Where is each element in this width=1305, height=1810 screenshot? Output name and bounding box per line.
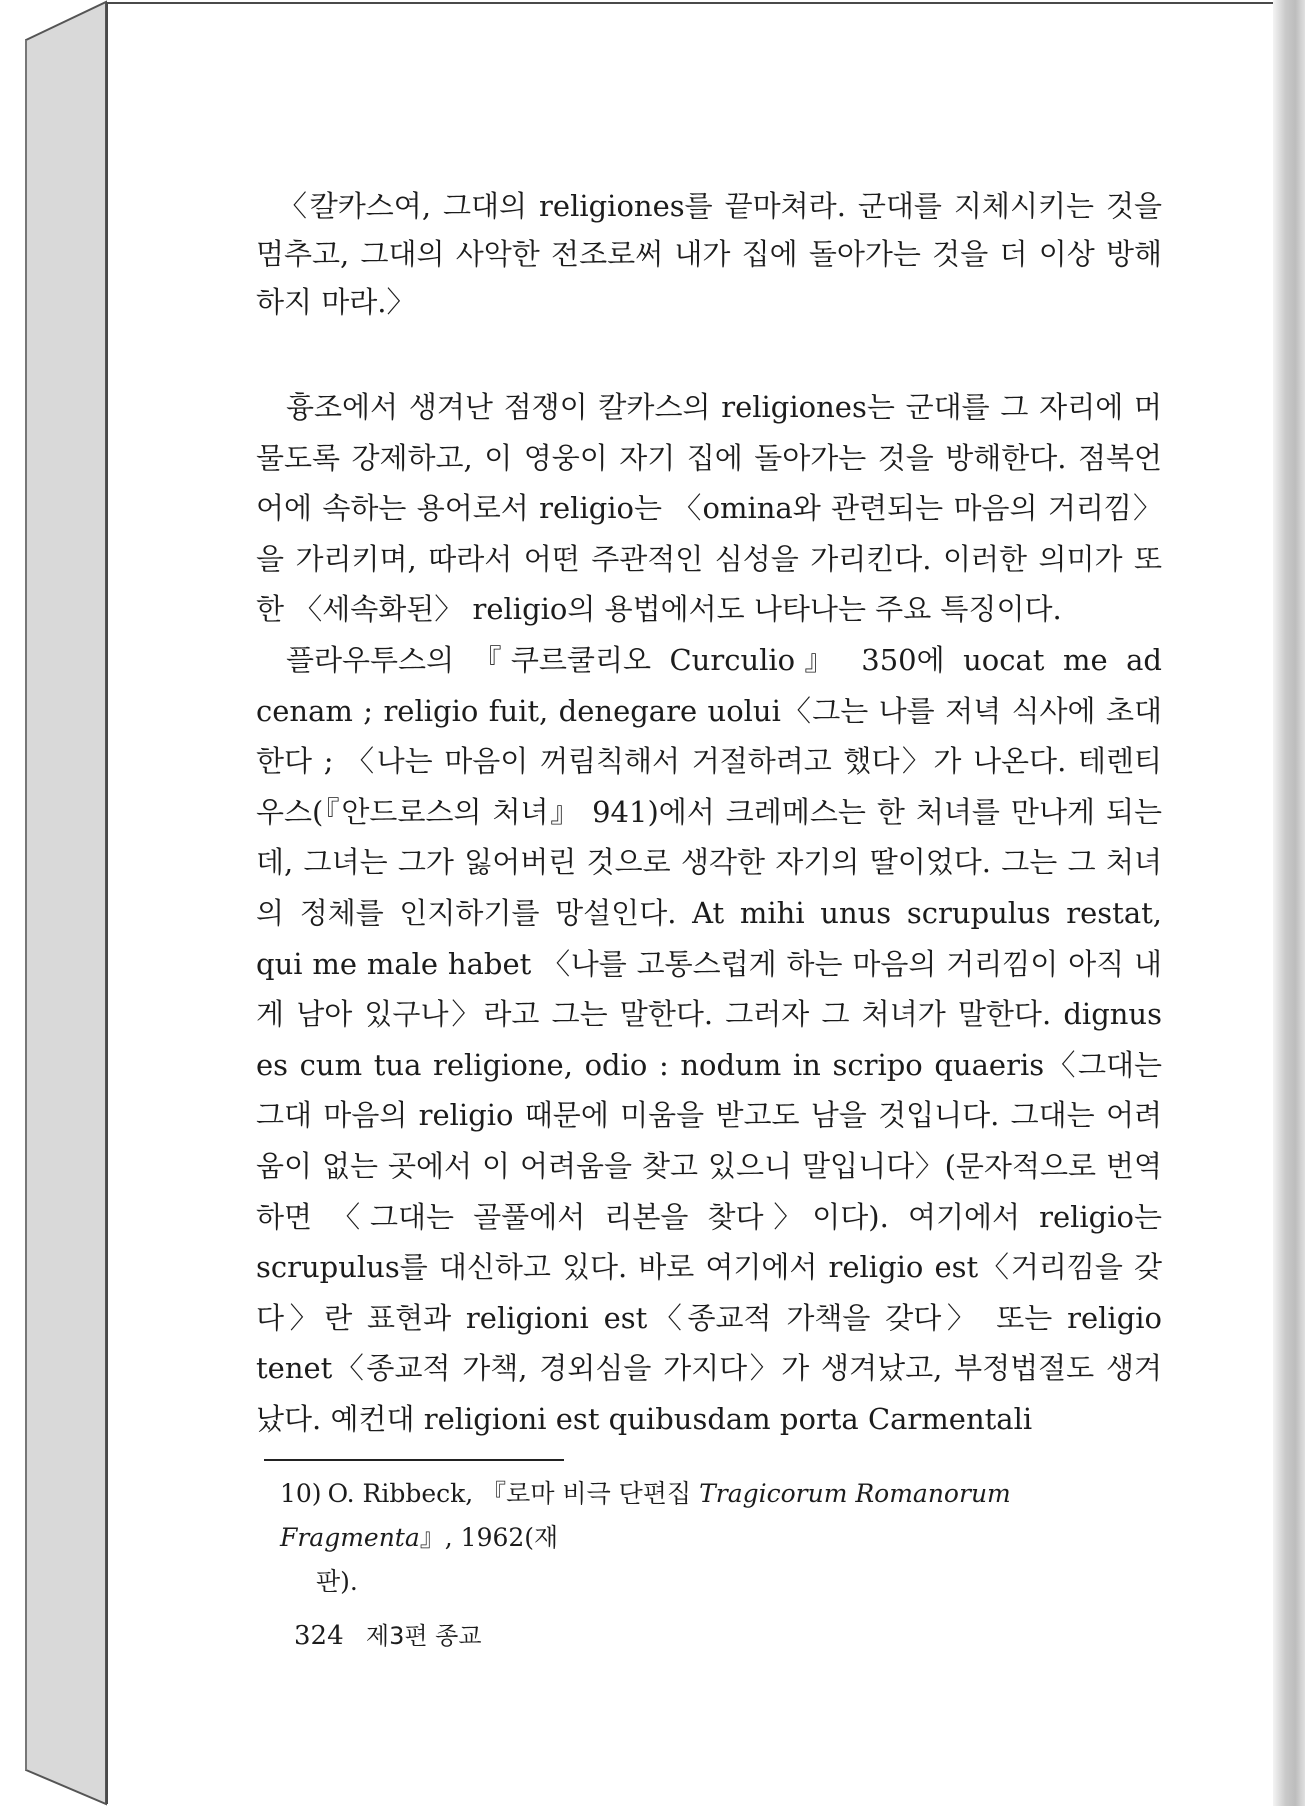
footnote-number: 10)	[280, 1479, 322, 1508]
page-body	[256, 182, 1162, 1444]
page-footer	[294, 1620, 482, 1652]
page-edge-shadow	[1273, 0, 1305, 1806]
footnote-continuation: 판).	[316, 1567, 358, 1596]
footnote	[280, 1472, 1180, 1604]
section-title: 제3편 종교	[365, 1622, 482, 1650]
page-number: 324	[294, 1621, 344, 1651]
paragraph-1: 흉조에서 생겨난 점쟁이 칼카스의 religiones는 군대를 그 자리에 머물도록 강제하고, 이 영웅이 자기 집에 돌아가는 것을 방해한다. 점복언어에 속하는 용어로서 religio는 〈omina와 관련되는 마음의 거리낌〉을 가리키며, 따라서 어떤 주관적인 심성을 가리킨다. 이러한 의미가 또한 〈세속화된〉 religio의 용법에서도 나타나는 주요 특징이다.	[256, 390, 1162, 627]
footnote-divider	[264, 1459, 564, 1461]
footnote-text-end: 』, 1962(재	[419, 1523, 559, 1552]
book-spine	[0, 0, 108, 1806]
paragraph-2: 플라우투스의 『쿠르쿨리오 Curculio』 350에 uocat me ad cenam ; religio fuit, denegare uolui〈그는 나를 저녁 식사에 초대한다 ; 〈나는 마음이 꺼림칙해서 거절하려고 했다〉가 나온다. 테렌티우스(『안드로스의 처녀』 941)에서 크레메스는 한 처녀를 만나게 되는데, 그녀는 그가 잃어버린 것으로 생각한 자기의 딸이었다. 그는 그 처녀의 정체를 인지하기를 망설인다. At mihi unus scrupulus restat, qui me male habet 〈나를 고통스럽게 하는 마음의 거리낌이 아직 내게 남아 있구나〉라고 그는 말한다. 그러자 그 처녀가 말한다. dignus es cum tua religione, odio : nodum in scripo quaeris〈그대는 그대 마음의 religio 때문에 미움을 받고도 남을 것입니다. 그대는 어려움이 없는 곳에서 이 어려움을 찾고 있으니 말입니다〉(문자적으로 번역하면 〈그대는 골풀에서 리본을 찾다〉이다). 여기에서 religio는 scrupulus를 대신하고 있다. 바로 여기에서 religio est〈거리낌을 갖다〉란 표현과 religioni est〈종교적 가책을 갖다〉 또는 religio tenet〈종교적 가책, 경외심을 가지다〉가 생겨났고, 부정법절도 생겨났다. 예컨대 religioni est quibusdam porta Carmentali	[256, 642, 1162, 1436]
block-quote: 〈칼카스여, 그대의 religiones를 끝마쳐라. 군대를 지체시키는 것을 멈추고, 그대의 사악한 전조로써 내가 집에 돌아가는 것을 더 이상 방해하지 마라.〉	[256, 189, 1162, 319]
footnote-text: O. Ribbeck, 『로마 비극 단편집	[327, 1479, 700, 1508]
footnote-title: Tragicorum Romanorum Fragmenta	[280, 1479, 1011, 1552]
